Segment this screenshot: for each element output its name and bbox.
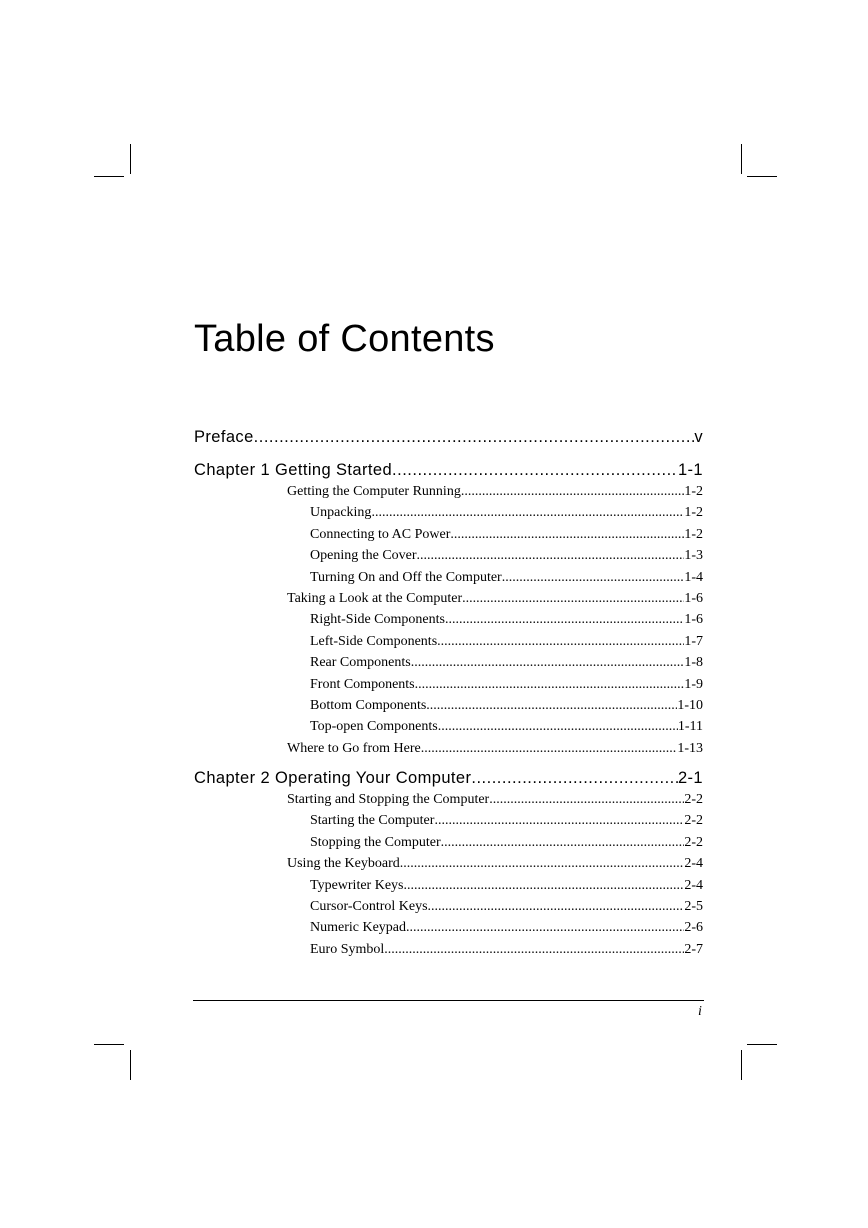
leader-dots bbox=[406, 917, 684, 938]
toc-entry-label: Front Components bbox=[310, 676, 415, 692]
toc-entry-label: Preface bbox=[194, 428, 254, 446]
toc-entry-page: 2-5 bbox=[684, 899, 703, 915]
toc-entry-label: Where to Go from Here bbox=[287, 740, 421, 756]
toc-entry-section[interactable] bbox=[194, 481, 703, 502]
toc-entry-page: 1-6 bbox=[684, 590, 703, 606]
toc-entry-preface[interactable] bbox=[194, 426, 703, 448]
leader-dots bbox=[421, 738, 678, 759]
toc-entry-page: 1-2 bbox=[684, 505, 703, 521]
toc-entry-subsection[interactable] bbox=[194, 502, 703, 523]
toc-entry-label: Connecting to AC Power bbox=[310, 526, 451, 542]
toc-entry-label: Starting and Stopping the Computer bbox=[287, 792, 490, 808]
toc-entry-subsection[interactable] bbox=[194, 631, 703, 652]
toc-entry-label: Left-Side Components bbox=[310, 633, 438, 649]
leader-dots bbox=[415, 674, 685, 695]
toc-entry-page: 2-6 bbox=[684, 920, 703, 936]
toc-entry-label: Opening the Cover bbox=[310, 548, 417, 564]
leader-dots bbox=[437, 631, 684, 652]
toc-entry-page: v bbox=[694, 428, 703, 446]
toc-entry-page: 1-4 bbox=[684, 569, 703, 585]
toc-entry-subsection[interactable] bbox=[194, 545, 703, 566]
leader-dots bbox=[404, 875, 685, 896]
toc-entry-page: 2-2 bbox=[684, 813, 703, 829]
leader-dots bbox=[445, 609, 684, 630]
toc-entry-label: Taking a Look at the Computer bbox=[287, 590, 463, 606]
table-of-contents bbox=[194, 426, 703, 960]
toc-entry-label: Typewriter Keys bbox=[310, 877, 404, 893]
toc-entry-label: Rear Components bbox=[310, 655, 411, 671]
leader-dots bbox=[502, 567, 685, 588]
page-number: i bbox=[698, 1004, 702, 1019]
toc-entry-chapter-1[interactable] bbox=[194, 459, 703, 481]
toc-entry-label: Unpacking bbox=[310, 505, 372, 521]
toc-entry-label: Euro Symbol bbox=[310, 941, 385, 957]
leader-dots bbox=[462, 588, 684, 609]
toc-entry-section[interactable] bbox=[194, 853, 703, 874]
toc-entry-label: Numeric Keypad bbox=[310, 920, 407, 936]
toc-entry-subsection[interactable] bbox=[194, 917, 703, 938]
footer-rule bbox=[193, 1000, 704, 1001]
toc-entry-subsection[interactable] bbox=[194, 652, 703, 673]
page-title: Table of Contents bbox=[194, 318, 495, 360]
leader-dots bbox=[438, 716, 678, 737]
toc-entry-page: 1-7 bbox=[684, 633, 703, 649]
toc-entry-subsection[interactable] bbox=[194, 832, 703, 853]
crop-mark-top-left-vertical bbox=[130, 144, 131, 174]
toc-entry-label: Turning On and Off the Computer bbox=[310, 569, 502, 585]
crop-mark-bottom-left-vertical bbox=[130, 1050, 131, 1080]
leader-dots bbox=[471, 767, 678, 789]
toc-entry-page: 1-9 bbox=[684, 676, 703, 692]
toc-entry-label: Cursor-Control Keys bbox=[310, 899, 428, 915]
toc-entry-page: 1-11 bbox=[677, 719, 703, 735]
toc-entry-page: 1-10 bbox=[677, 697, 703, 713]
leader-dots bbox=[450, 524, 684, 545]
toc-entry-label: Right-Side Components bbox=[310, 612, 445, 628]
leader-dots bbox=[400, 853, 685, 874]
leader-dots bbox=[441, 832, 685, 853]
leader-dots bbox=[434, 810, 684, 831]
toc-entry-label: Getting the Computer Running bbox=[287, 484, 461, 499]
toc-entry-subsection[interactable] bbox=[194, 674, 703, 695]
toc-entry-page: 2-2 bbox=[684, 834, 703, 850]
toc-entry-page: 2-7 bbox=[684, 941, 703, 957]
leader-dots bbox=[392, 459, 678, 481]
crop-mark-top-right-horizontal bbox=[747, 176, 777, 177]
toc-entry-page: 2-4 bbox=[684, 856, 703, 872]
toc-entry-subsection[interactable] bbox=[194, 875, 703, 896]
toc-entry-label: Starting the Computer bbox=[310, 813, 435, 829]
crop-mark-bottom-left-horizontal bbox=[94, 1044, 124, 1045]
leader-dots bbox=[461, 481, 685, 502]
toc-entry-subsection[interactable] bbox=[194, 695, 703, 716]
toc-entry-section[interactable] bbox=[194, 588, 703, 609]
leader-dots bbox=[371, 502, 684, 523]
toc-entry-page: 2-2 bbox=[684, 792, 703, 808]
crop-mark-top-right-vertical bbox=[741, 144, 742, 174]
toc-entry-page: 1-8 bbox=[684, 655, 703, 671]
toc-entry-section[interactable] bbox=[194, 789, 703, 810]
toc-entry-label: Chapter 2 Operating Your Computer bbox=[194, 769, 472, 788]
toc-entry-page: 1-6 bbox=[684, 612, 703, 628]
leader-dots bbox=[254, 426, 695, 448]
toc-entry-subsection[interactable] bbox=[194, 716, 703, 737]
toc-entry-page: 1-3 bbox=[684, 548, 703, 564]
toc-entry-page: 2-1 bbox=[677, 769, 703, 788]
toc-entry-label: Stopping the Computer bbox=[310, 834, 441, 850]
toc-entry-chapter-2[interactable] bbox=[194, 767, 703, 789]
toc-entry-page: 1-1 bbox=[677, 461, 703, 479]
leader-dots bbox=[384, 939, 684, 960]
crop-mark-bottom-right-horizontal bbox=[747, 1044, 777, 1045]
toc-entry-subsection[interactable] bbox=[194, 810, 703, 831]
toc-entry-label: Chapter 1 Getting Started bbox=[194, 461, 393, 479]
leader-dots bbox=[411, 652, 685, 673]
leader-dots bbox=[417, 545, 685, 566]
toc-entry-subsection[interactable] bbox=[194, 609, 703, 630]
leader-dots bbox=[489, 789, 684, 810]
toc-entry-subsection[interactable] bbox=[194, 524, 703, 545]
crop-mark-top-left-horizontal bbox=[94, 176, 124, 177]
toc-entry-page: 2-4 bbox=[684, 877, 703, 893]
toc-entry-subsection[interactable] bbox=[194, 939, 703, 960]
toc-entry-subsection[interactable] bbox=[194, 567, 703, 588]
toc-entry-page: 1-2 bbox=[684, 526, 703, 542]
toc-entry-page: 1-13 bbox=[677, 740, 703, 756]
toc-entry-label: Using the Keyboard bbox=[287, 856, 400, 872]
toc-entry-label: Top-open Components bbox=[310, 719, 438, 735]
toc-entry-page: 1-2 bbox=[684, 484, 703, 499]
toc-entry-section[interactable] bbox=[194, 738, 703, 759]
toc-entry-label: Bottom Components bbox=[310, 697, 427, 713]
crop-mark-bottom-right-vertical bbox=[741, 1050, 742, 1080]
leader-dots bbox=[426, 695, 677, 716]
leader-dots bbox=[428, 896, 685, 917]
toc-entry-subsection[interactable] bbox=[194, 896, 703, 917]
